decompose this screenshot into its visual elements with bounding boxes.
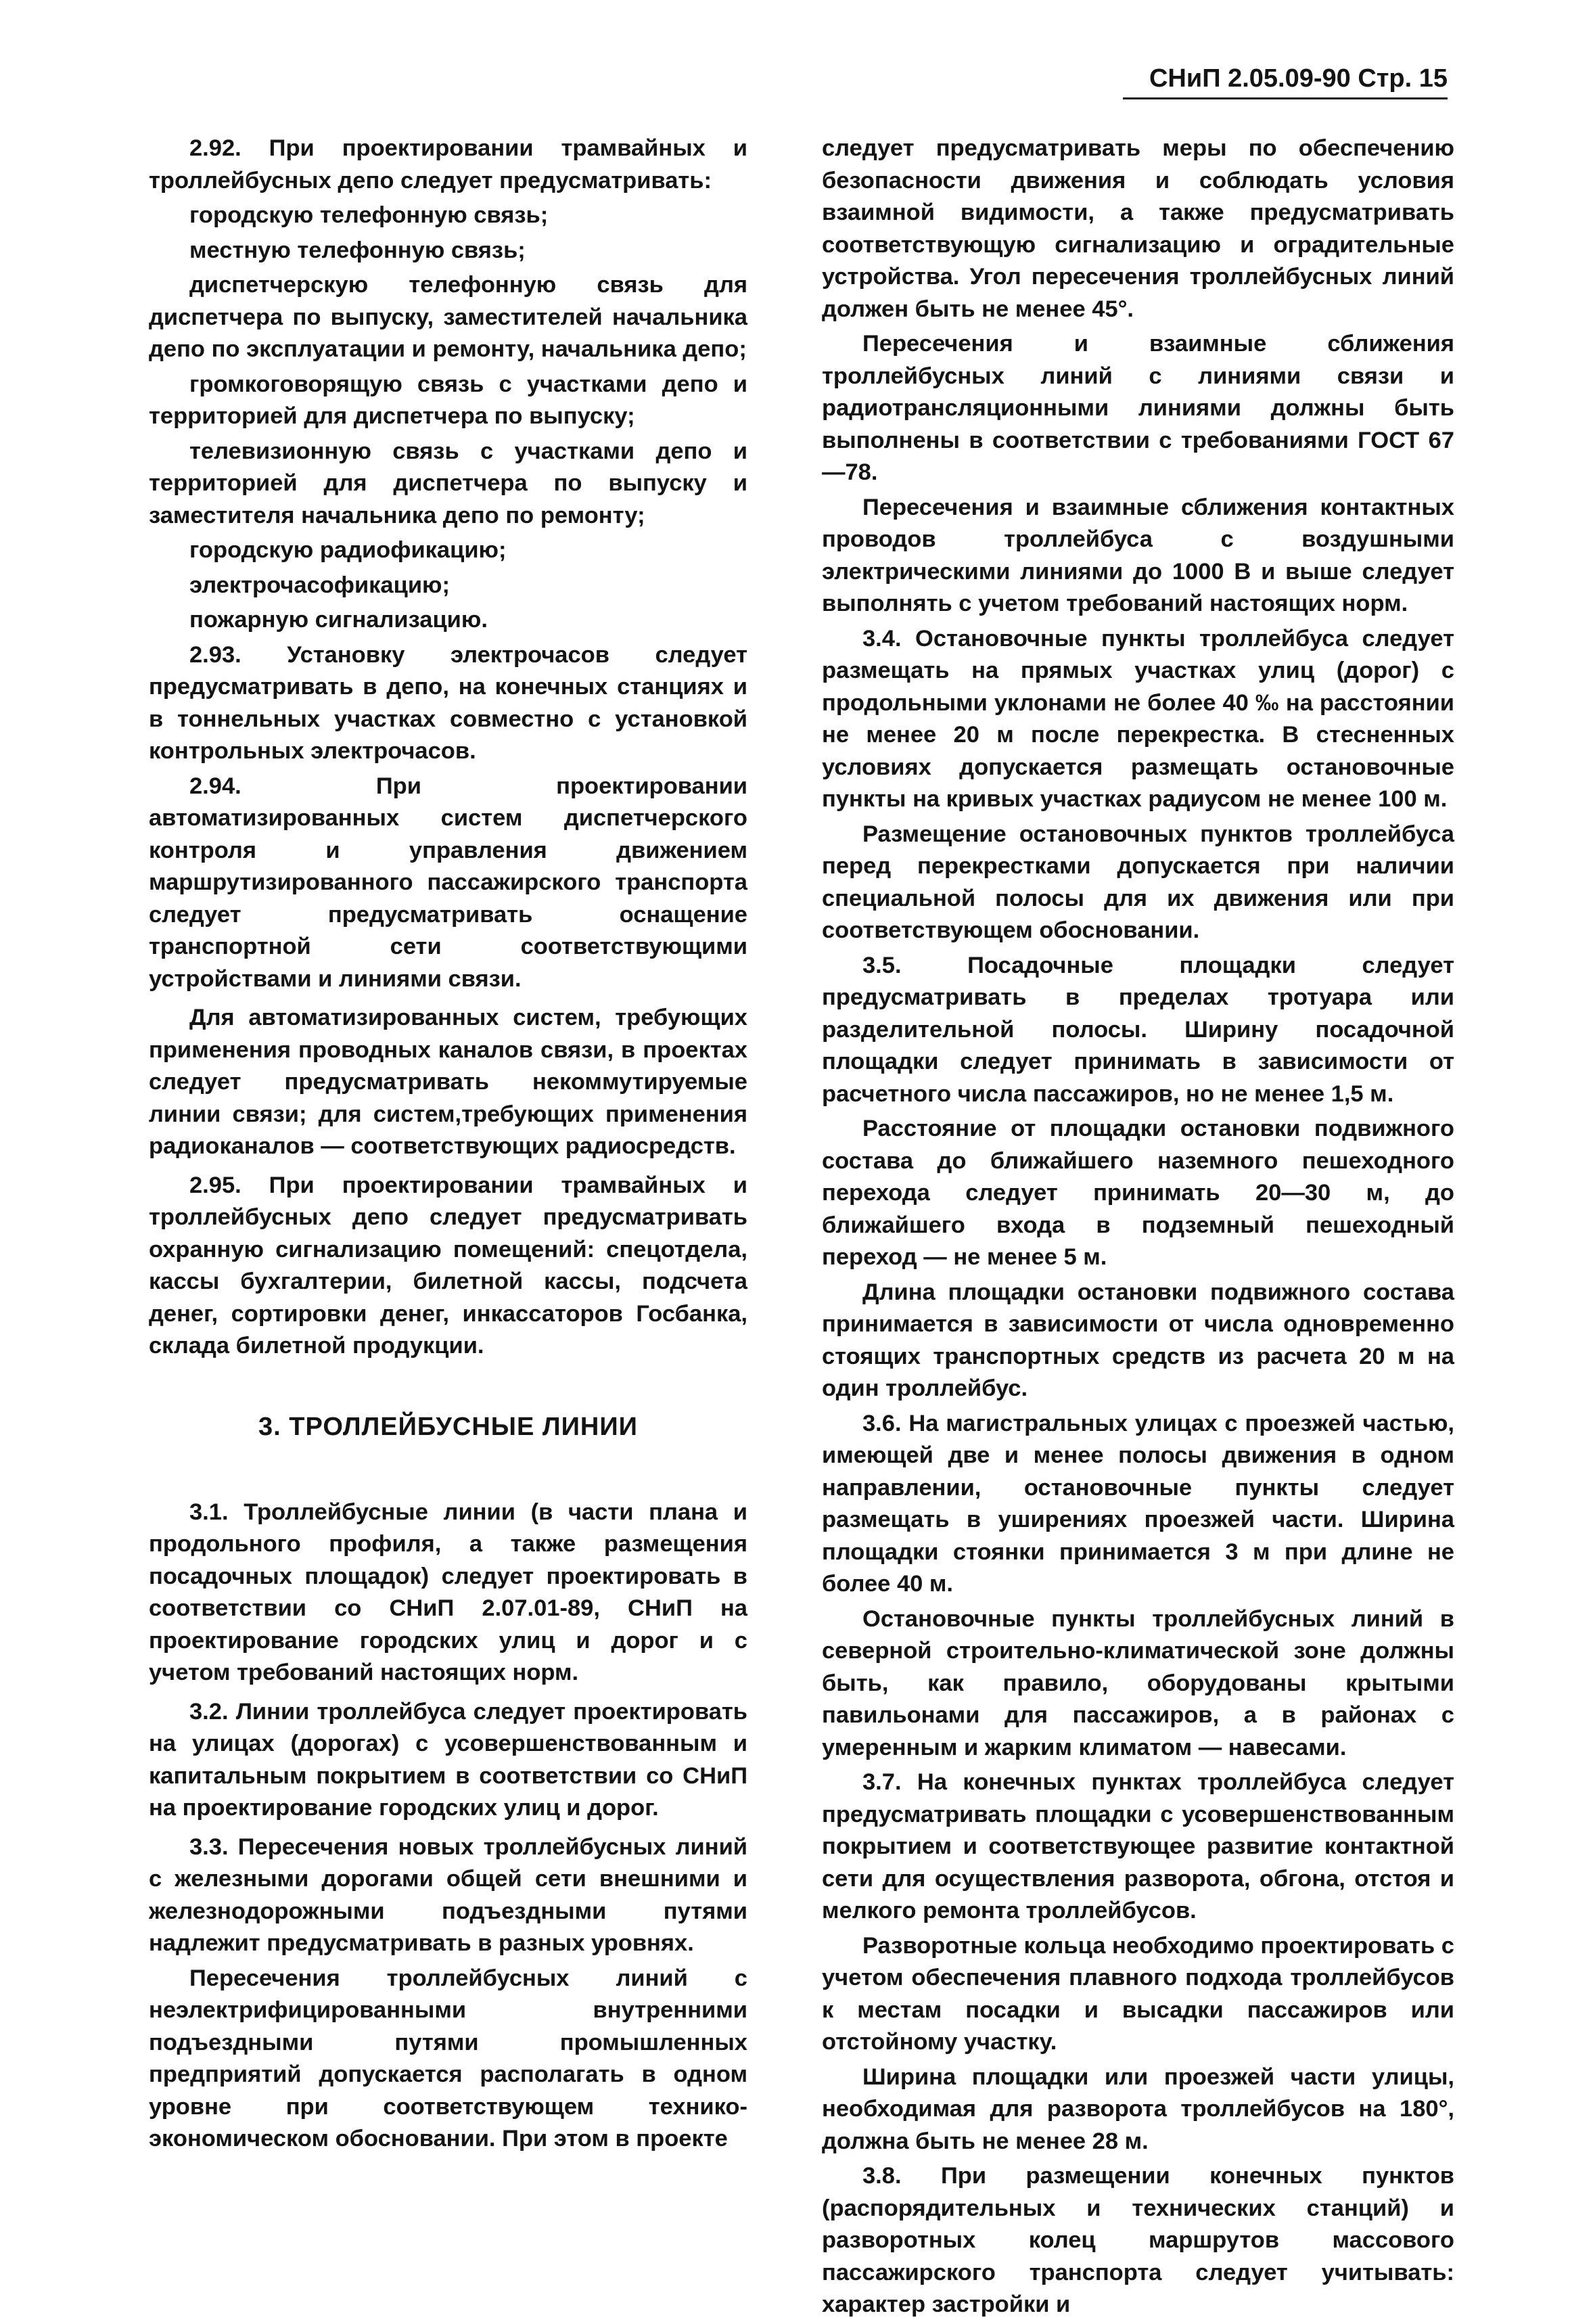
paragraph-continuation: следует предусматривать меры по обеспечению безопасности движения и соблюдать условия взаимной видимости, а также предусматривать соответствующую сигнализацию и оградительные устройства. Угол пересечения троллейбусных линий должен быть не менее 45°. — [822, 135, 1454, 322]
paragraph: Пересечения троллейбусных линий с неэлектрифицированными внутренними подъездными путями промышленных предприятий допускается располагать в одном уровне при соответствующем технико-экономическом обосновании. При этом в проекте — [149, 1965, 747, 2151]
page-header: СНиП 2.05.09-90 Стр. 15 — [1123, 62, 1448, 99]
paragraph: Для автоматизированных систем, требующих применения проводных каналов связи, в проектах следует предусматривать некоммутируемые линии связи; для систем,требующих применения радиоканалов — соответствующих радиосредств. — [149, 1005, 747, 1159]
left-column — [149, 133, 747, 2158]
clause-3-5: 3.5. Посадочные площадки следует предусматривать в пределах тротуара или разделительной полосы. Ширину посадочной площадки следует принимать в зависимости от расчетного числа пассажиров, но не менее 1,5 м. — [822, 952, 1454, 1107]
list-item: местную телефонную связь; — [189, 237, 526, 263]
paragraph: Длина площадки остановки подвижного состава принимается в зависимости от числа одновременно стоящих транспортных средств из расчета 20 м на один троллейбус. — [822, 1279, 1454, 1401]
section-title: 3. ТРОЛЛЕЙБУСНЫЕ ЛИНИИ — [258, 1412, 638, 1441]
paragraph: Пересечения и взаимные сближения троллейбусных линий с линиями связи и радиотрансляционными линиями должны быть выполнены в соответствии с требованиями ГОСТ 67—78. — [822, 331, 1454, 485]
list-item: телевизионную связь с участками депо и территорией для диспетчера по выпуску и заместителя начальника депо по ремонту; — [149, 438, 747, 528]
list-item: громкоговорящую связь с участками депо и территорией для диспетчера по выпуску; — [149, 371, 747, 429]
clause-2-94: 2.94. При проектировании автоматизированных систем диспетчерского контроля и управления движением маршрутизированного пассажирского транспорта следует предусматривать оснащение транспортной сети соответствующими устройствами и линиями связи. — [149, 773, 747, 992]
paragraph: Расстояние от площадки остановки подвижного состава до ближайшего наземного пешеходного перехода следует принимать 20—30 м, до ближайшего входа в подземный пешеходный переход — не менее 5 м. — [822, 1116, 1454, 1270]
paragraph: Разворотные кольца необходимо проектировать с учетом обеспечения плавного подхода троллейбусов к местам посадки и высадки пассажиров или отстойному участку. — [822, 1932, 1454, 2055]
clause-2-93: 2.93. Установку электрочасов следует предусматривать в депо, на конечных станциях и в тоннельных участках совместно с установкой контрольных электрочасов. — [149, 641, 747, 764]
clause-3-8: 3.8. При размещении конечных пунктов (распорядительных и технических станций) и разворотных колец маршрутов массового пассажирского транспорта следует учитывать: характер застройки и — [822, 2163, 1454, 2317]
paragraph: Ширина площадки или проезжей части улицы, необходимая для разворота троллейбусов на 180°, должна быть не менее 28 м. — [822, 2064, 1454, 2154]
clause-3-4: 3.4. Остановочные пункты троллейбуса следует размещать на прямых участках улиц (дорог) с продольными уклонами не более 40 ‰ на расстоянии не менее 20 м после перекрестка. В стесненных условиях допускается размещать остановочные пункты на кривых участках радиусом не менее 100 м. — [822, 625, 1454, 812]
list-item: электрочасофикацию; — [189, 572, 450, 598]
list-item: диспетчерскую телефонную связь для диспетчера по выпуску, заместителей начальника депо по эксплуатации и ремонту, начальника депо; — [149, 272, 747, 362]
clause-3-6: 3.6. На магистральных улицах с проезжей частью, имеющей две и менее полосы движения в одном направлении, остановочные пункты следует размещать в уширениях проезжей части. Ширина площадки стоянки принимается 3 м при длине не более 40 м. — [822, 1410, 1454, 1597]
clause-2-95: 2.95. При проектировании трамвайных и троллейбусных депо следует предусматривать охранную сигнализацию помещений: спецотдела, кассы бухгалтерии, билетной кассы, подсчета денег, сортировки денег, инкассаторов Госбанка, склада билетной продукции. — [149, 1172, 747, 1359]
clause-3-1: 3.1. Троллейбусные линии (в части плана и продольного профиля, а также размещения посадочных площадок) следует проектировать в соответствии со СНиП 2.07.01-89, СНиП на проектирование городских улиц и дорог и с учетом требований настоящих норм. — [149, 1499, 747, 1685]
clause-3-3: 3.3. Пересечения новых троллейбусных линий с железными дорогами общей сети внешними и железнодорожными подъездными путями надлежит предусматривать в разных уровнях. — [149, 1833, 747, 1956]
list-item: пожарную сигнализацию. — [189, 607, 488, 633]
clause-3-2: 3.2. Линии троллейбуса следует проектировать на улицах (дорогах) с усовершенствованным и капитальным покрытием в соответствии со СНиП на проектирование городских улиц и дорог. — [149, 1698, 747, 1821]
paragraph: Размещение остановочных пунктов троллейбуса перед перекрестками допускается при наличии специальной полосы для их движения или при соответствующем обосновании. — [822, 821, 1454, 943]
list-item: городскую телефонную связь; — [189, 202, 549, 228]
clause-3-7: 3.7. На конечных пунктах троллейбуса следует предусматривать площадки с усовершенствованным покрытием и соответствующее развитие контактной сети для осуществления разворота, обгона, отстоя и мелкого ремонта троллейбусов. — [822, 1769, 1454, 1923]
list-item: городскую радиофикацию; — [189, 537, 507, 563]
right-column — [822, 133, 1454, 2324]
paragraph: Остановочные пункты троллейбусных линий в северной строительно-климатической зоне должны быть, как правило, оборудованы крытыми павильонами для пассажиров, а в районах с умеренным и жарким климатом — навесами. — [822, 1605, 1454, 1760]
clause-2-92: 2.92. При проектировании трамвайных и троллейбусных депо следует предусматривать: — [149, 135, 747, 193]
paragraph: Пересечения и взаимные сближения контактных проводов троллейбуса с воздушными электрическими линиями до 1000 В и выше следует выполнять с учетом требований настоящих норм. — [822, 494, 1454, 616]
